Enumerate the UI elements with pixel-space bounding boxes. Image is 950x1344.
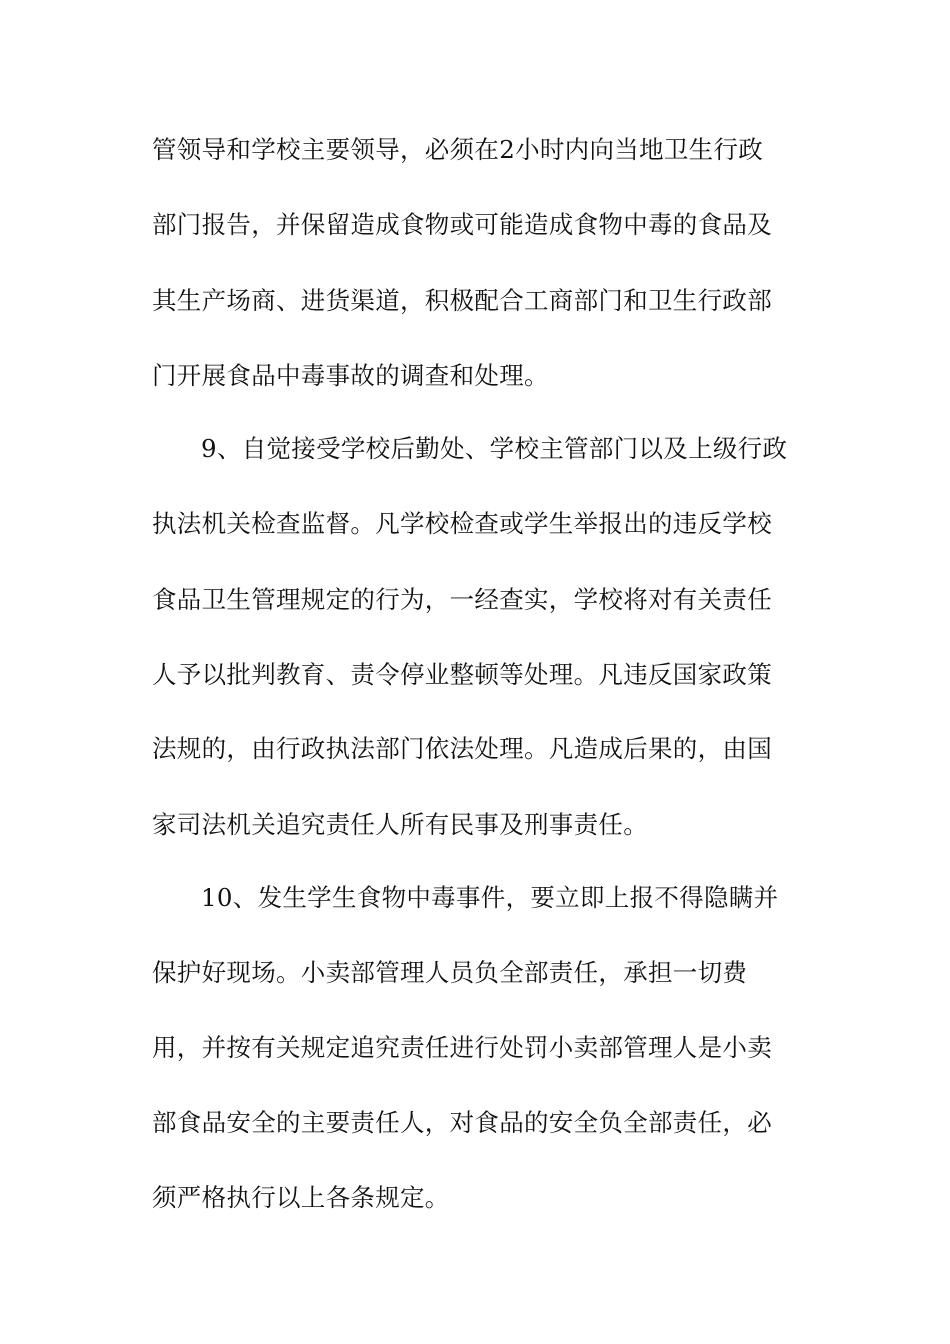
text-line: 管领导和学校主要领导，必须在2小时内向当地卫生行政 [152,135,764,164]
text-line: 须严格执行以上各条规定。 [152,1183,450,1212]
text-line: 用，并按有关规定追究责任进行处罚小卖部管理人是小卖 [152,1033,772,1062]
text-line: 部门报告，并保留造成食物或可能造成食物中毒的食品及 [152,210,772,239]
paragraph-item-9: 9、自觉接受学校后勤处、学校主管部门以及上级行政 [201,434,788,463]
text-line: 部食品安全的主要责任人，对食品的安全负全部责任，必 [152,1108,772,1137]
text-line: 法规的，由行政执法部门依法处理。凡造成后果的，由国 [152,734,772,763]
text-line: 家司法机关追究责任人所有民事及刑事责任。 [152,810,648,839]
text-line: 门开展食品中毒事故的调查和处理。 [152,361,549,390]
text-line: 食品卫生管理规定的行为，一经查实，学校将对有关责任 [152,585,772,614]
paragraph-item-10: 10、发生学生食物中毒事件，要立即上报不得隐瞒并 [201,883,779,912]
text-line: 其生产场商、进货渠道，积极配合工商部门和卫生行政部 [152,286,772,315]
text-line: 人予以批判教育、责令停业整顿等处理。凡违反国家政策 [152,660,772,689]
text-line: 保护好现场。小卖部管理人员负全部责任，承担一切费 [152,958,748,987]
text-line: 执法机关检查监督。凡学校检查或学生举报出的违反学校 [152,509,772,538]
